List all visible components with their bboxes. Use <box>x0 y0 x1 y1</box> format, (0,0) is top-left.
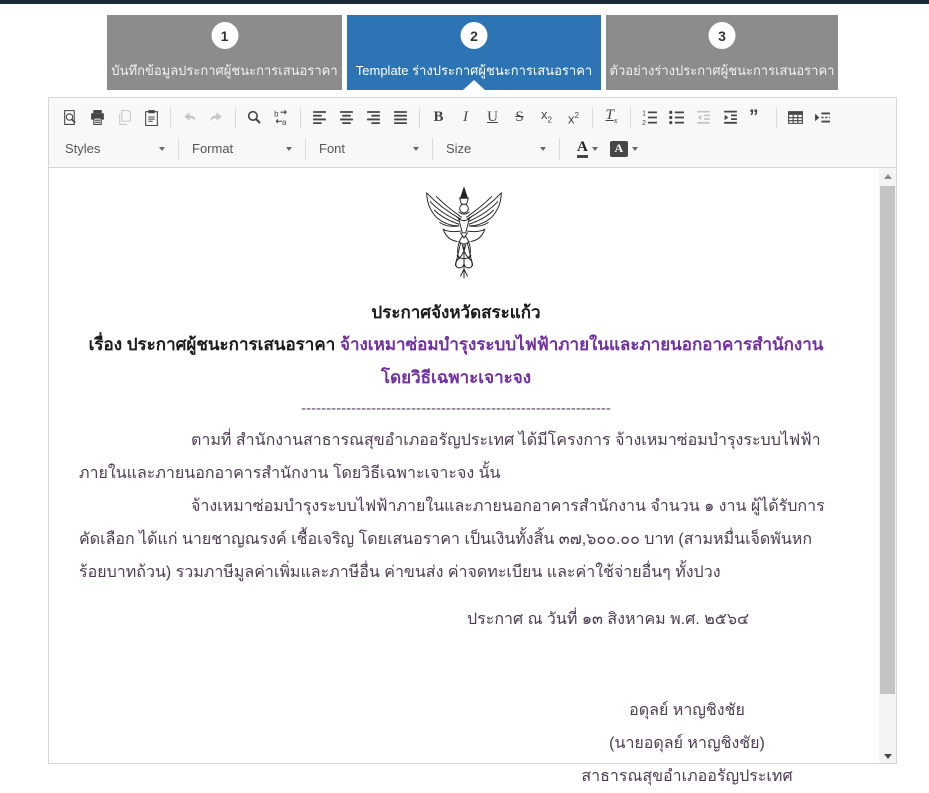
rich-text-editor <box>48 97 897 785</box>
toolbar-separator <box>630 107 631 129</box>
scrollbar-down-button[interactable] <box>879 749 896 763</box>
editor-content-area[interactable] <box>49 168 896 785</box>
toolbar-separator <box>305 138 306 160</box>
redo-button[interactable] <box>203 105 230 131</box>
table-button[interactable] <box>782 105 809 131</box>
preview-button[interactable] <box>57 105 84 131</box>
svg-text:”: ” <box>749 106 759 128</box>
undo-button[interactable] <box>176 105 203 131</box>
svg-text:b: b <box>274 109 279 119</box>
scrollbar-up-button[interactable] <box>879 168 896 185</box>
print-icon <box>89 109 106 126</box>
superscript-button[interactable] <box>560 105 587 131</box>
signature-name-paren: (นายอดุลย์ หาญชิงชัย) <box>609 735 765 752</box>
editor-toolbar <box>49 98 896 168</box>
page-break-icon <box>814 109 831 126</box>
document-title: ประกาศจังหวัดสระแก้ว <box>371 303 541 322</box>
arrow-down-icon <box>884 754 892 759</box>
toolbar-separator <box>170 107 171 129</box>
svg-text:1: 1 <box>642 110 646 118</box>
background-color-icon: A <box>610 141 628 157</box>
paragraph-1: ตามที่ สำนักงานสาธารณสุขอำเภออรัญประเทศ ได้มีโครงการ จ้างเหมาซ่อมบำรุงระบบไฟฟ้าภายในและภายนอกอาคารสำนักงาน โดยวิธีเฉพาะเจาะจง นั้น <box>79 432 821 482</box>
tab-step-3[interactable] <box>606 15 838 90</box>
tab-step-1[interactable] <box>107 15 342 90</box>
text-color-button[interactable] <box>577 140 598 158</box>
chevron-down-icon <box>286 147 292 151</box>
step-3-label: ตัวอย่างร่างประกาศผู้ชนะการเสนอราคา <box>609 63 835 78</box>
document-body <box>49 168 879 785</box>
toolbar-separator <box>300 107 301 129</box>
paste-button[interactable] <box>138 105 165 131</box>
blockquote-icon <box>749 106 766 128</box>
toolbar-row-2 <box>57 133 888 164</box>
numbered-list-icon <box>641 109 658 126</box>
preview-icon <box>62 109 79 126</box>
active-tab-notch <box>463 80 485 90</box>
page-break-button[interactable] <box>809 105 836 131</box>
align-left-icon <box>311 109 328 126</box>
signature-title: สาธารณสุขอำเภออรัญประเทศ <box>581 768 793 785</box>
garuda-emblem-icon <box>412 182 516 294</box>
subject-highlight: จ้างเหมาซ่อมบำรุงระบบไฟฟ้าภายในและภายนอกอาคารสำนักงาน โดยวิธีเฉพาะเจาะจง <box>340 335 824 387</box>
toolbar-separator <box>178 138 179 160</box>
format-dropdown[interactable] <box>184 137 300 161</box>
chevron-down-icon <box>632 147 638 151</box>
blockquote-button[interactable] <box>744 105 771 131</box>
table-icon <box>787 109 804 126</box>
copy-button[interactable] <box>111 105 138 131</box>
font-dropdown[interactable] <box>311 137 427 161</box>
toolbar-separator <box>419 107 420 129</box>
toolbar-separator <box>235 107 236 129</box>
strikethrough-icon: S <box>515 109 524 125</box>
toolbar-separator <box>776 107 777 129</box>
subscript-button[interactable] <box>533 105 560 131</box>
find-button[interactable] <box>241 105 268 131</box>
tab-step-2-active[interactable] <box>347 15 601 90</box>
step-2-number: 2 <box>461 22 488 49</box>
styles-dropdown-label: Styles <box>65 141 101 156</box>
paragraph-2: จ้างเหมาซ่อมบำรุงระบบไฟฟ้าภายในและภายนอกอาคารสำนักงาน จำนวน ๑ งาน ผู้ได้รับการคัดเลือก ได้แก่ นายชาญณรงค์ เชื้อเจริญ โดยเสนอราคา เป็นเงินทั้งสิ้น ๓๗,๖๐๐.๐๐ บาท (สามหมื่นเจ็ดพันหกร้อยบาทถ้วน) รวมภาษีมูลค่าเพิ่มและภาษีอื่น ค่าขนส่ง ค่าจดทะเบียน และค่าใช้จ่ายอื่นๆ ทั้งปวง <box>79 498 825 581</box>
subject-prefix: เรื่อง ประกาศผู้ชนะการเสนอราคา <box>88 335 340 354</box>
bulleted-list-icon <box>668 109 685 126</box>
align-right-icon <box>365 109 382 126</box>
document-subject <box>79 328 833 394</box>
underline-icon: U <box>487 109 498 125</box>
copy-icon <box>116 109 133 126</box>
underline-button[interactable] <box>479 105 506 131</box>
italic-icon: I <box>463 109 468 125</box>
remove-format-button[interactable] <box>598 105 625 131</box>
svg-text:a: a <box>282 117 287 127</box>
align-justify-icon <box>392 109 409 126</box>
bold-button[interactable] <box>425 105 452 131</box>
align-right-button[interactable] <box>360 105 387 131</box>
signature-block <box>527 694 847 793</box>
undo-icon <box>181 109 198 126</box>
print-button[interactable] <box>84 105 111 131</box>
outdent-button[interactable] <box>690 105 717 131</box>
arrow-up-icon <box>884 174 892 179</box>
indent-icon <box>722 109 739 126</box>
toolbar-separator <box>432 138 433 160</box>
font-dropdown-label: Font <box>319 141 346 156</box>
italic-button[interactable] <box>452 105 479 131</box>
toolbar-separator <box>559 138 560 160</box>
remove-format-icon: $T_x$ <box>605 106 618 125</box>
strikethrough-button[interactable] <box>506 105 533 131</box>
subscript-icon: $x_2$ <box>541 107 552 125</box>
align-center-button[interactable] <box>333 105 360 131</box>
step-1-number: 1 <box>211 22 238 49</box>
numbered-list-button[interactable] <box>636 105 663 131</box>
vertical-scrollbar[interactable] <box>879 168 896 763</box>
signature-name: อดุลย์ หาญชิงชัย <box>629 702 745 719</box>
text-color-icon: A <box>577 140 588 158</box>
align-left-button[interactable] <box>306 105 333 131</box>
top-navy-bar <box>0 0 929 4</box>
step-3-number: 3 <box>709 22 736 49</box>
styles-dropdown[interactable] <box>57 137 173 161</box>
size-dropdown[interactable] <box>438 137 554 161</box>
announcement-date-line: ประกาศ ณ วันที่ ๑๓ สิงหาคม พ.ศ. ๒๕๖๔ <box>467 611 750 628</box>
step-1-label: บันทึกข้อมูลประกาศผู้ชนะการเสนอราคา <box>111 63 338 78</box>
paste-icon <box>143 109 160 126</box>
indent-button[interactable] <box>717 105 744 131</box>
chevron-down-icon <box>159 147 165 151</box>
replace-button[interactable] <box>268 105 295 131</box>
redo-icon <box>208 109 225 126</box>
bulleted-list-button[interactable] <box>663 105 690 131</box>
separator-line: -------------------------------------------------------------- <box>301 400 611 417</box>
outdent-icon <box>695 109 712 126</box>
find-icon <box>246 109 263 126</box>
replace-icon <box>273 109 290 126</box>
bold-icon: B <box>433 109 444 125</box>
background-color-button[interactable] <box>610 141 638 157</box>
scrollbar-thumb[interactable] <box>880 186 895 694</box>
svg-text:2: 2 <box>642 119 646 127</box>
toolbar-separator <box>592 107 593 129</box>
align-center-icon <box>338 109 355 126</box>
size-dropdown-label: Size <box>446 141 472 156</box>
superscript-icon: $x^2$ <box>568 111 579 127</box>
chevron-down-icon <box>540 147 546 151</box>
chevron-down-icon <box>592 147 598 151</box>
format-dropdown-label: Format <box>192 141 234 156</box>
align-justify-button[interactable] <box>387 105 414 131</box>
toolbar-row-1 <box>57 102 888 133</box>
step-2-label: Template ร่างประกาศผู้ชนะการเสนอราคา <box>355 63 593 78</box>
chevron-down-icon <box>413 147 419 151</box>
